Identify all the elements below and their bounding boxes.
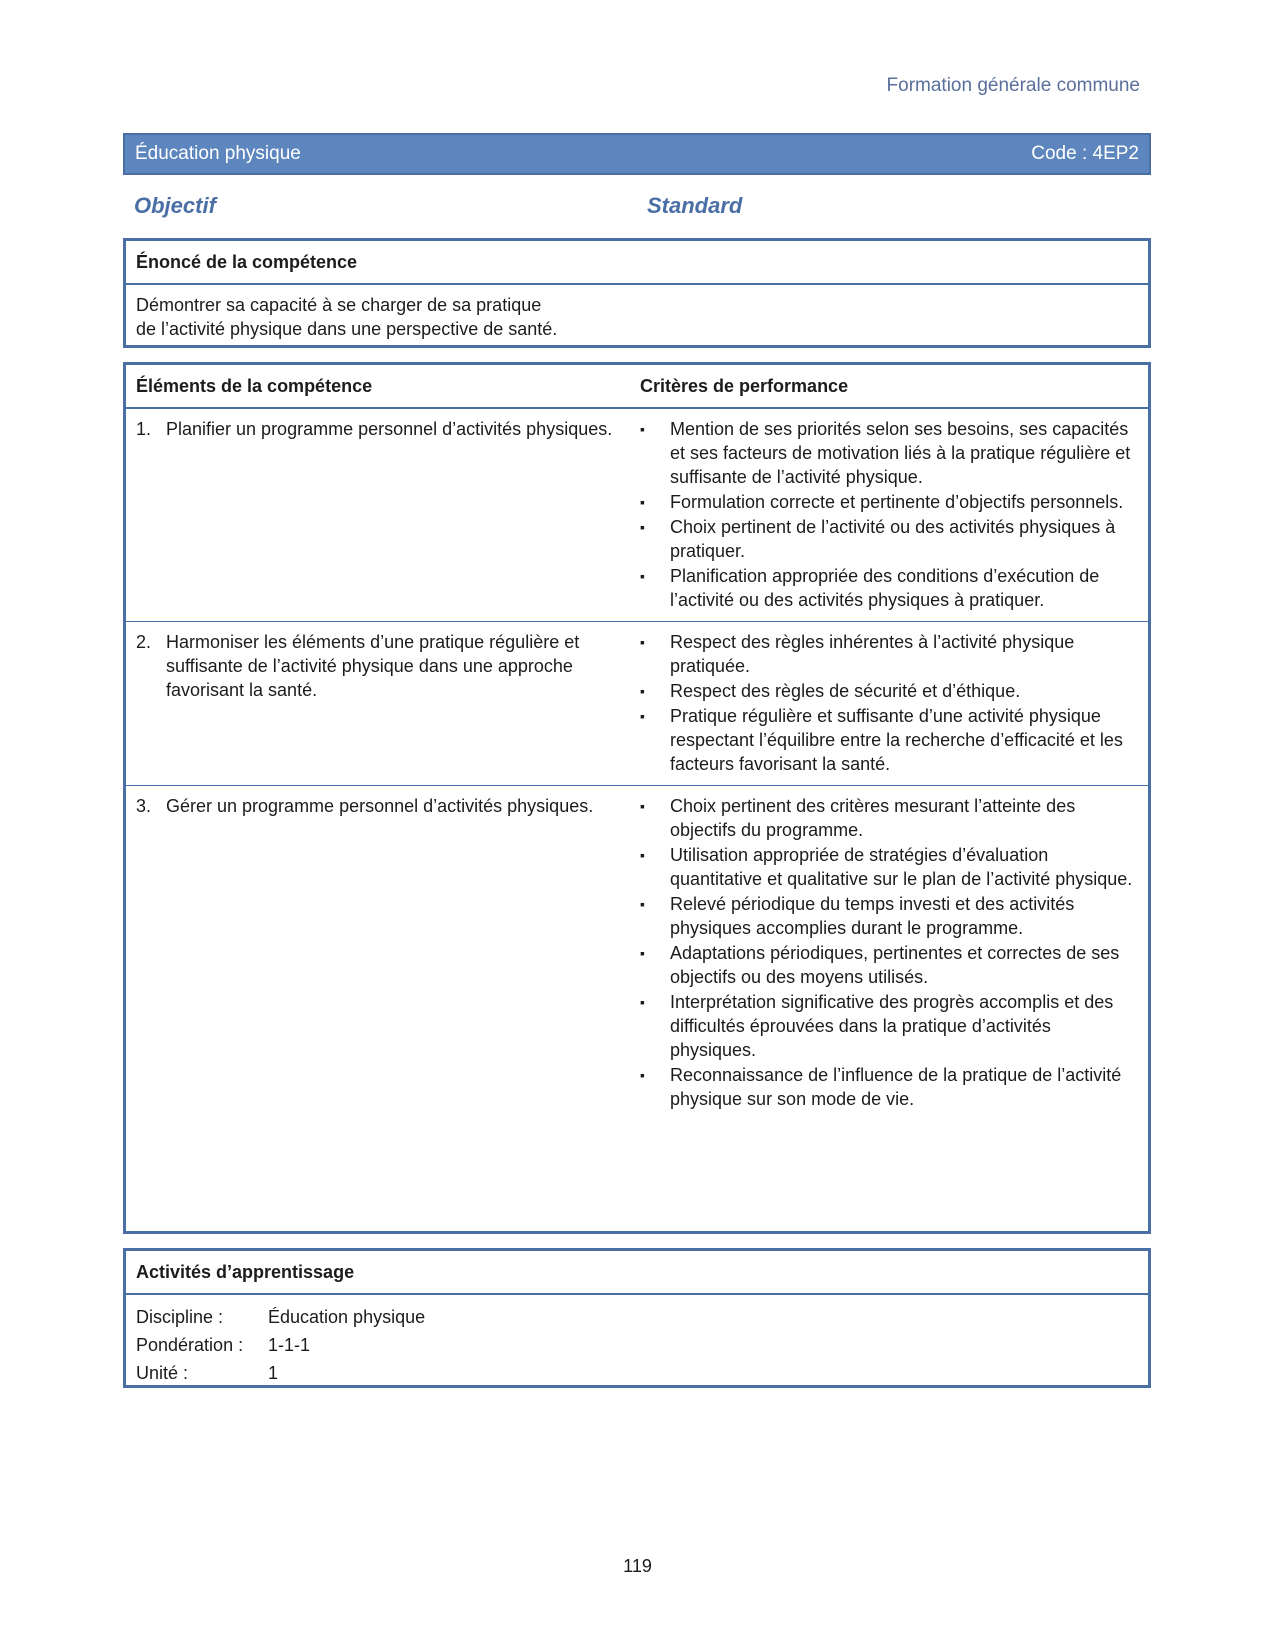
criterion-item <box>640 794 1138 842</box>
enonce-box <box>123 238 1151 348</box>
criterion-text: Mention de ses priorités selon ses besoins, ses capacités et ses facteurs de motivation liés à la pratique régulière et suffisante de l’activité physique. <box>670 419 1131 487</box>
ponderation-label: Pondération : <box>136 1335 244 1355</box>
bullet-icon: ▪ <box>640 798 645 814</box>
criterion-item <box>640 1063 1138 1111</box>
page-number: 119 <box>623 1556 652 1576</box>
criterion-item <box>640 630 1138 678</box>
enonce-line: de l’activité physique dans une perspective de santé. <box>136 319 558 339</box>
criterion-text: Choix pertinent des critères mesurant l’atteinte des objectifs du programme. <box>670 796 1076 840</box>
criterion-text: Utilisation appropriée de stratégies d’évaluation quantitative et qualitative sur le plan de l’activité physique. <box>670 845 1133 889</box>
criterion-text: Adaptations périodiques, pertinentes et correctes de ses objectifs ou des moyens utilisés. <box>670 943 1120 987</box>
bullet-icon: ▪ <box>640 634 645 650</box>
element-cell <box>126 622 640 785</box>
discipline-title: Éducation physique <box>135 143 301 164</box>
criterion-item <box>640 490 1138 514</box>
element-row <box>126 409 1148 622</box>
enonce-title: Énoncé de la compétence <box>126 241 1148 285</box>
criteria-cell <box>640 622 1148 785</box>
criterion-text: Choix pertinent de l’activité ou des activités physiques à pratiquer. <box>670 517 1116 561</box>
criterion-item <box>640 990 1138 1062</box>
element-cell <box>126 409 640 621</box>
criterion-item <box>640 417 1138 489</box>
bullet-icon: ▪ <box>640 421 645 437</box>
ponderation-value: 1-1-1 <box>268 1335 311 1355</box>
criterion-text: Respect des règles de sécurité et d’éthique. <box>670 681 1021 701</box>
criterion-item <box>640 843 1138 891</box>
criterion-text: Reconnaissance de l’influence de la pratique de l’activité physique sur son mode de vie. <box>670 1065 1122 1109</box>
objectif-label: Objectif <box>134 193 216 218</box>
discipline-bar <box>123 133 1151 175</box>
criterion-item <box>640 892 1138 940</box>
criteria-cell <box>640 409 1148 621</box>
criterion-item <box>640 564 1138 612</box>
objective-standard-labels <box>134 193 754 219</box>
criterion-text: Formulation correcte et pertinente d’objectifs personnels. <box>670 492 1124 512</box>
element-number: 1. <box>136 419 152 439</box>
standard-label: Standard <box>647 193 743 218</box>
criterion-text: Respect des règles inhérentes à l’activité physique pratiquée. <box>670 632 1075 676</box>
elements-rows <box>126 409 1148 1120</box>
enonce-line: Démontrer sa capacité à se charger de sa pratique <box>136 295 542 315</box>
course-code: Code : 4EP2 <box>1031 143 1139 164</box>
bullet-icon: ▪ <box>640 945 645 961</box>
criteria-column-header: Critères de performance <box>640 375 849 396</box>
bullet-icon: ▪ <box>640 1067 645 1083</box>
criterion-text: Interprétation significative des progrès accomplis et des difficultés éprouvées dans la pratique d’activités physiques. <box>670 992 1114 1060</box>
discipline-value: Éducation physique <box>268 1307 426 1327</box>
ponderation-row <box>136 1331 1138 1359</box>
activites-title: Activités d’apprentissage <box>126 1251 1148 1295</box>
element-row <box>126 786 1148 1120</box>
elements-table <box>123 362 1151 1234</box>
element-number: 2. <box>136 632 152 652</box>
enonce-text <box>126 285 1148 349</box>
bullet-icon: ▪ <box>640 994 645 1010</box>
discipline-label: Discipline : <box>136 1307 224 1327</box>
unite-label: Unité : <box>136 1363 189 1383</box>
bullet-icon: ▪ <box>640 494 645 510</box>
bullet-icon: ▪ <box>640 568 645 584</box>
elements-column-header: Éléments de la compétence <box>136 375 373 396</box>
activites-box <box>123 1248 1151 1388</box>
bullet-icon: ▪ <box>640 847 645 863</box>
criterion-item <box>640 515 1138 563</box>
criteria-cell <box>640 786 1148 1120</box>
element-text: Harmoniser les éléments d’une pratique régulière et suffisante de l’activité physique dans une approche favorisant la santé. <box>166 632 580 700</box>
element-row <box>126 622 1148 786</box>
criterion-text: Planification appropriée des conditions d’exécution de l’activité ou des activités physiques à pratiquer. <box>670 566 1100 610</box>
discipline-row <box>136 1303 1138 1331</box>
elements-header-row <box>126 365 1148 409</box>
activites-body <box>126 1295 1148 1395</box>
bullet-icon: ▪ <box>640 896 645 912</box>
unite-value: 1 <box>268 1363 279 1383</box>
criterion-item <box>640 679 1138 703</box>
bullet-icon: ▪ <box>640 519 645 535</box>
element-cell <box>126 786 640 1120</box>
criterion-item <box>640 941 1138 989</box>
unite-row <box>136 1359 1138 1387</box>
element-number: 3. <box>136 796 152 816</box>
criterion-item <box>640 704 1138 776</box>
element-text: Planifier un programme personnel d’activités physiques. <box>166 419 613 439</box>
element-text: Gérer un programme personnel d’activités physiques. <box>166 796 594 816</box>
criterion-text: Pratique régulière et suffisante d’une activité physique respectant l’équilibre entre la recherche d’efficacité et les facteurs favorisant la santé. <box>670 706 1123 774</box>
bullet-icon: ▪ <box>640 683 645 699</box>
criterion-text: Relevé périodique du temps investi et des activités physiques accomplies durant le programme. <box>670 894 1075 938</box>
program-header: Formation générale commune <box>886 75 1140 96</box>
bullet-icon: ▪ <box>640 708 645 724</box>
